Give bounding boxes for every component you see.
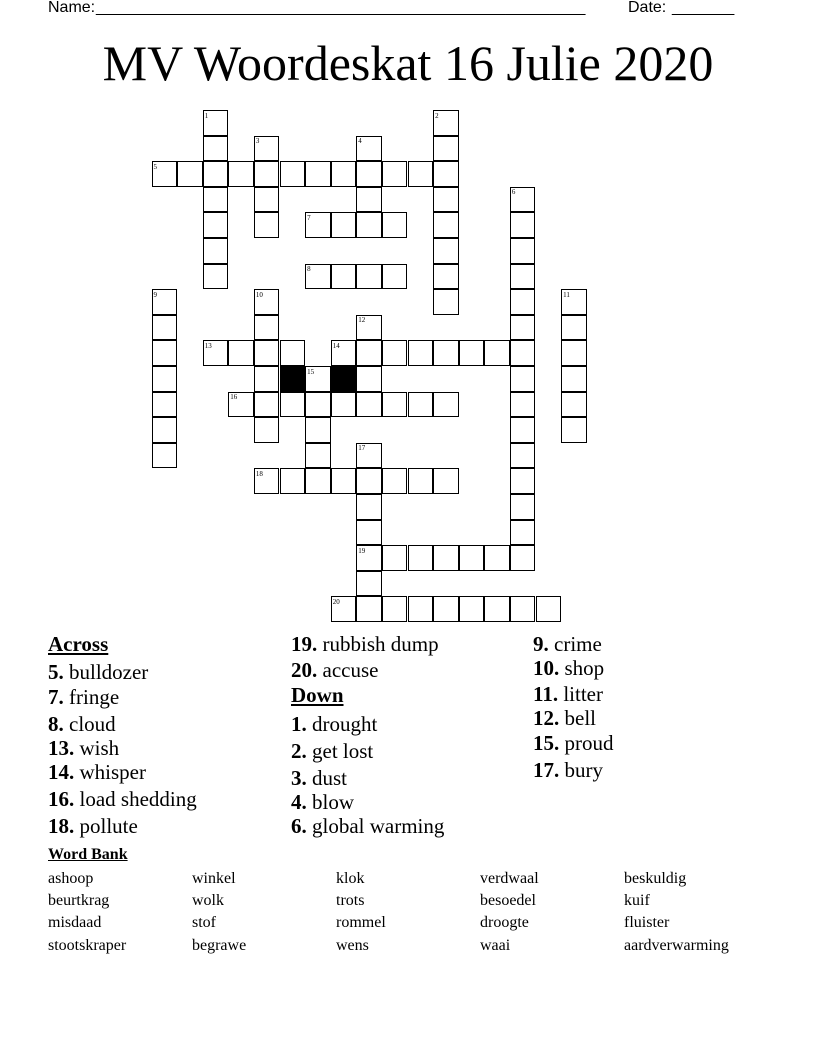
- clue-item-number: 15.: [533, 731, 560, 755]
- grid-cell[interactable]: [305, 468, 331, 494]
- clue-item: [291, 658, 378, 682]
- grid-cell[interactable]: [228, 340, 254, 366]
- grid-cell[interactable]: [382, 392, 408, 418]
- name-line: _______________________________________________________: [96, 0, 586, 16]
- grid-cell[interactable]: [510, 520, 536, 546]
- clue-item-text: crime: [548, 632, 602, 656]
- clue-item: [291, 814, 444, 838]
- clue-item-number: 18.: [48, 814, 75, 838]
- clue-item-number: 12.: [533, 706, 560, 730]
- grid-cell[interactable]: [254, 340, 280, 366]
- grid-cell[interactable]: [305, 443, 331, 469]
- grid-cell[interactable]: [254, 366, 280, 392]
- grid-cell[interactable]: [305, 417, 331, 443]
- clue-item: [48, 736, 119, 760]
- clue-item-number: 19.: [291, 632, 318, 656]
- clue-item-text: litter: [558, 682, 603, 706]
- clue-item-number: 2.: [291, 739, 307, 763]
- word-bank-item: misdaad: [48, 914, 102, 931]
- clue-item-text: bury: [559, 758, 603, 782]
- grid-cell[interactable]: [433, 187, 459, 213]
- grid-cell[interactable]: [280, 161, 306, 187]
- clue-item-text: load shedding: [74, 787, 197, 811]
- clue-number: 9: [153, 290, 157, 299]
- grid-cell[interactable]: [331, 392, 357, 418]
- grid-cell[interactable]: [510, 366, 536, 392]
- grid-cell[interactable]: [382, 545, 408, 571]
- grid-cell[interactable]: [203, 264, 229, 290]
- clue-item-number: 16.: [48, 787, 75, 811]
- clue-item-number: 3.: [291, 766, 307, 790]
- grid-cell[interactable]: [356, 468, 382, 494]
- grid-cell[interactable]: [510, 392, 536, 418]
- clue-item: [48, 760, 146, 784]
- grid-cell[interactable]: [382, 468, 408, 494]
- grid-cell[interactable]: [331, 264, 357, 290]
- clue-item-number: 14.: [48, 760, 75, 784]
- clue-item: [48, 814, 138, 838]
- grid-cell[interactable]: [510, 468, 536, 494]
- grid-cell[interactable]: [510, 238, 536, 264]
- grid-cell[interactable]: [305, 392, 331, 418]
- grid-cell[interactable]: [510, 340, 536, 366]
- word-bank-item: trots: [336, 892, 365, 909]
- clue-number: 20: [332, 597, 340, 606]
- grid-cell[interactable]: [356, 494, 382, 520]
- clue-item: [291, 766, 347, 790]
- clue-number: 11: [563, 290, 570, 299]
- clue-number: 18: [255, 469, 263, 478]
- grid-cell[interactable]: [408, 161, 434, 187]
- grid-cell[interactable]: [433, 238, 459, 264]
- grid-cell[interactable]: [203, 238, 229, 264]
- clue-item-number: 8.: [48, 712, 64, 736]
- grid-cell[interactable]: [433, 340, 459, 366]
- clue-item-number: 7.: [48, 685, 64, 709]
- clue-item-text: bulldozer: [63, 660, 149, 684]
- word-bank-item: fluister: [624, 914, 670, 931]
- word-bank-item: beurtkrag: [48, 892, 110, 909]
- clue-item: [533, 706, 596, 730]
- grid-cell[interactable]: [536, 596, 562, 622]
- grid-cell[interactable]: [331, 161, 357, 187]
- grid-cell[interactable]: [331, 468, 357, 494]
- down-heading: Down: [291, 683, 344, 707]
- grid-cell[interactable]: [254, 161, 280, 187]
- clue-number: 15: [307, 367, 315, 376]
- clue-item: [533, 731, 614, 755]
- grid-cell[interactable]: [356, 392, 382, 418]
- grid-cell[interactable]: [356, 340, 382, 366]
- grid-cell[interactable]: [356, 520, 382, 546]
- word-bank-item: waai: [480, 937, 511, 954]
- grid-cell[interactable]: [280, 392, 306, 418]
- grid-cell[interactable]: [356, 187, 382, 213]
- grid-cell[interactable]: [356, 212, 382, 238]
- clue-item-text: drought: [306, 712, 378, 736]
- grid-cell[interactable]: [510, 289, 536, 315]
- clue-item: [291, 739, 373, 763]
- word-bank-item: besoedel: [480, 892, 536, 909]
- grid-cell[interactable]: [254, 417, 280, 443]
- clue-item-text: accuse: [317, 658, 379, 682]
- clue-number: 14: [332, 341, 340, 350]
- grid-cell[interactable]: [356, 264, 382, 290]
- clue-item-number: 5.: [48, 660, 64, 684]
- clue-number: 6: [511, 188, 516, 197]
- grid-cell[interactable]: [382, 340, 408, 366]
- grid-cell[interactable]: [561, 392, 587, 418]
- clue-item-text: fringe: [63, 685, 120, 709]
- word-bank-item: beskuldig: [624, 870, 687, 887]
- word-bank-item: rommel: [336, 914, 386, 931]
- date-label: Date:: [628, 0, 667, 16]
- clue-number: 8: [307, 265, 311, 274]
- clue-item: [533, 758, 603, 782]
- word-bank-item: wens: [336, 937, 369, 954]
- clue-item-number: 20.: [291, 658, 318, 682]
- clue-number: 17: [358, 444, 366, 453]
- grid-cell[interactable]: [510, 443, 536, 469]
- grid-cell[interactable]: [561, 315, 587, 341]
- grid-cell[interactable]: [510, 315, 536, 341]
- clue-number: 16: [230, 393, 238, 402]
- clue-number: 4: [358, 137, 362, 146]
- grid-cell[interactable]: [510, 417, 536, 443]
- grid-cell[interactable]: [510, 212, 536, 238]
- clue-item: [291, 712, 377, 736]
- black-cell: [331, 366, 357, 392]
- grid-cell[interactable]: [152, 417, 178, 443]
- word-bank-item: wolk: [192, 892, 224, 909]
- page-title: MV Woordeskat 16 Julie 2020: [102, 35, 714, 91]
- grid-cell[interactable]: [356, 571, 382, 597]
- grid-cell[interactable]: [408, 596, 434, 622]
- grid-cell[interactable]: [356, 366, 382, 392]
- grid-cell[interactable]: [280, 468, 306, 494]
- grid-cell[interactable]: [561, 366, 587, 392]
- clue-item: [48, 660, 148, 684]
- clue-number: 1: [204, 111, 209, 120]
- clue-item: [533, 656, 604, 680]
- across-heading: Across: [48, 632, 109, 656]
- clue-item-number: 6.: [291, 814, 307, 838]
- grid-cell[interactable]: [203, 187, 229, 213]
- clue-item-number: 11.: [533, 682, 559, 706]
- clue-item-text: whisper: [74, 760, 146, 784]
- grid-cell[interactable]: [382, 161, 408, 187]
- clue-item: [291, 632, 439, 656]
- grid-cell[interactable]: [356, 161, 382, 187]
- grid-cell[interactable]: [459, 596, 485, 622]
- grid-cell[interactable]: [356, 596, 382, 622]
- word-bank-item: begrawe: [192, 937, 247, 954]
- word-bank-item: aardverwarming: [624, 937, 729, 954]
- clue-number: 19: [358, 546, 366, 555]
- clue-item: [48, 712, 116, 736]
- clue-item: [533, 632, 602, 656]
- grid-cell[interactable]: [152, 340, 178, 366]
- grid-cell[interactable]: [152, 366, 178, 392]
- word-bank-item: ashoop: [48, 870, 94, 887]
- clue-item-text: pollute: [74, 814, 138, 838]
- clue-number: 2: [435, 111, 439, 120]
- grid-cell[interactable]: [433, 545, 459, 571]
- grid-cell[interactable]: [152, 443, 178, 469]
- name-label: Name:: [48, 0, 96, 16]
- grid-cell[interactable]: [510, 264, 536, 290]
- clue-item-text: dust: [306, 766, 348, 790]
- grid-cell[interactable]: [203, 161, 229, 187]
- clue-item: [291, 790, 354, 814]
- clue-item-text: get lost: [306, 739, 374, 763]
- grid-cell[interactable]: [177, 161, 203, 187]
- grid-cell[interactable]: [433, 161, 459, 187]
- clue-item: [48, 787, 197, 811]
- grid-cell[interactable]: [382, 596, 408, 622]
- grid-cell[interactable]: [408, 468, 434, 494]
- grid-cell[interactable]: [510, 545, 536, 571]
- grid-cell[interactable]: [561, 340, 587, 366]
- clue-item-number: 9.: [533, 632, 549, 656]
- grid-cell[interactable]: [152, 315, 178, 341]
- grid-cell[interactable]: [433, 392, 459, 418]
- grid-cell[interactable]: [484, 596, 510, 622]
- black-cell: [280, 366, 306, 392]
- clue-item-text: bell: [559, 706, 596, 730]
- word-bank-item: stootskraper: [48, 937, 127, 954]
- grid-cell[interactable]: [433, 264, 459, 290]
- word-bank-item: kuif: [624, 892, 650, 909]
- grid-cell[interactable]: [382, 212, 408, 238]
- clue-number: 7: [307, 213, 311, 222]
- grid-cell[interactable]: [152, 392, 178, 418]
- grid-cell[interactable]: [408, 340, 434, 366]
- grid-cell[interactable]: [408, 392, 434, 418]
- grid-cell[interactable]: [408, 545, 434, 571]
- grid-cell[interactable]: [433, 596, 459, 622]
- clue-item-number: 10.: [533, 656, 560, 680]
- grid-cell[interactable]: [433, 136, 459, 162]
- clue-item-text: rubbish dump: [317, 632, 439, 656]
- clue-item-text: blow: [306, 790, 354, 814]
- grid-cell[interactable]: [203, 136, 229, 162]
- grid-cell[interactable]: [254, 187, 280, 213]
- clue-number: 5: [153, 162, 157, 171]
- word-bank-item: droogte: [480, 914, 529, 931]
- clue-item-number: 4.: [291, 790, 307, 814]
- clue-item: [533, 682, 603, 706]
- word-bank-item: winkel: [192, 870, 236, 887]
- grid-cell[interactable]: [203, 212, 229, 238]
- grid-cell[interactable]: [305, 161, 331, 187]
- grid-cell[interactable]: [331, 212, 357, 238]
- grid-cell[interactable]: [254, 212, 280, 238]
- grid-cell[interactable]: [484, 545, 510, 571]
- clue-item: [48, 685, 119, 709]
- grid-cell[interactable]: [228, 161, 254, 187]
- word-bank-item: verdwaal: [480, 870, 539, 887]
- word-bank-item: stof: [192, 914, 216, 931]
- clue-item-number: 17.: [533, 758, 560, 782]
- word-bank-title: Word Bank: [48, 846, 128, 863]
- grid-cell[interactable]: [459, 545, 485, 571]
- clue-item-text: wish: [74, 736, 120, 760]
- clue-number: 13: [204, 341, 212, 350]
- grid-cell[interactable]: [561, 417, 587, 443]
- grid-cell[interactable]: [433, 468, 459, 494]
- grid-cell[interactable]: [433, 212, 459, 238]
- grid-cell[interactable]: [510, 494, 536, 520]
- clue-item-number: 13.: [48, 736, 75, 760]
- clue-item-text: proud: [559, 731, 614, 755]
- clue-number: 12: [358, 316, 366, 325]
- date-line: _______: [672, 0, 735, 16]
- clue-number: 3: [255, 137, 260, 146]
- word-bank-item: klok: [336, 870, 365, 887]
- grid-cell[interactable]: [484, 340, 510, 366]
- grid-cell[interactable]: [459, 340, 485, 366]
- clue-item-number: 1.: [291, 712, 307, 736]
- grid-cell[interactable]: [382, 264, 408, 290]
- grid-cell[interactable]: [510, 596, 536, 622]
- clue-number: 10: [255, 290, 263, 299]
- clue-item-text: shop: [559, 656, 605, 680]
- grid-cell[interactable]: [280, 340, 306, 366]
- grid-cell[interactable]: [433, 289, 459, 315]
- grid-cell[interactable]: [254, 315, 280, 341]
- grid-cell[interactable]: [254, 392, 280, 418]
- clue-item-text: global warming: [306, 814, 445, 838]
- clue-item-text: cloud: [63, 712, 116, 736]
